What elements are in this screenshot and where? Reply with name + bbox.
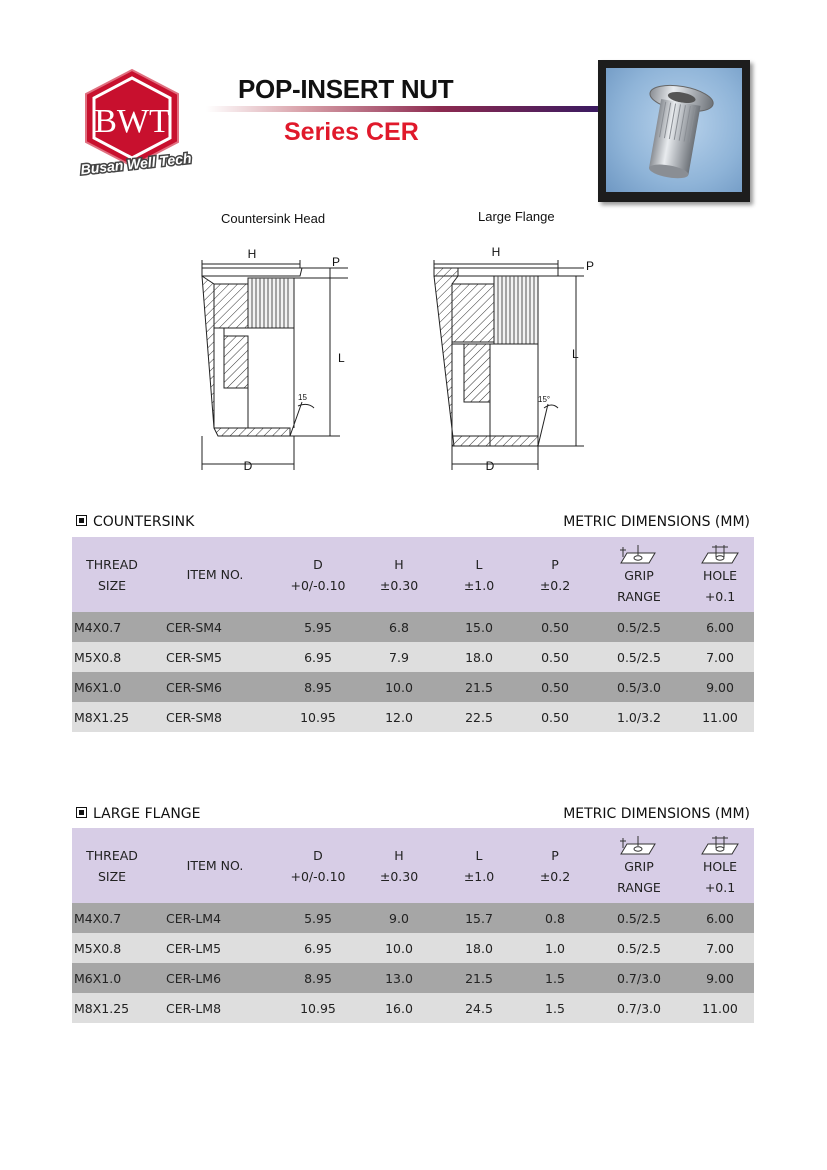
column-header: [518, 537, 592, 612]
table-cell: 18.0: [440, 933, 518, 963]
table-cell: 16.0: [358, 993, 440, 1023]
column-header-line: RANGE: [617, 588, 661, 604]
table-cell: 13.0: [358, 963, 440, 993]
column-header-line: D: [313, 556, 323, 572]
table-cell: 8.95: [278, 963, 358, 993]
column-header: [592, 828, 686, 903]
table-cell: 0.5/2.5: [592, 933, 686, 963]
column-header-line: THREAD: [86, 847, 138, 863]
column-header-line: ±1.0: [463, 868, 495, 884]
table-cell: 0.5/2.5: [592, 612, 686, 642]
cs-l-label: L: [338, 351, 345, 365]
countersink-heading-text: COUNTERSINK: [93, 514, 195, 530]
countersink-units: METRIC DIMENSIONS (MM): [563, 514, 750, 530]
table-cell: 6.95: [278, 642, 358, 672]
countersink-heading: [76, 514, 194, 530]
table-row: [72, 702, 754, 732]
large-flange-heading: [76, 806, 201, 822]
table-cell: M6X1.0: [72, 963, 152, 993]
table-cell: 11.00: [686, 702, 754, 732]
table-cell: 0.50: [518, 642, 592, 672]
column-header: [72, 537, 152, 612]
table-row: [72, 993, 754, 1023]
column-header-line: SIZE: [97, 577, 127, 593]
table-cell: 22.5: [440, 702, 518, 732]
large-flange-rows: [72, 903, 754, 1023]
table-cell: 1.5: [518, 963, 592, 993]
lf-p-label: P: [586, 259, 595, 273]
table-cell: 10.95: [278, 993, 358, 1023]
table-cell: 5.95: [278, 903, 358, 933]
table-cell: 15.7: [440, 903, 518, 933]
column-header: [72, 828, 152, 903]
table-cell: 0.5/3.0: [592, 672, 686, 702]
table-cell: 18.0: [440, 642, 518, 672]
large-flange-drawing: [434, 260, 584, 470]
column-header-line: ±0.30: [379, 868, 419, 884]
table-row: [72, 672, 754, 702]
column-header-line: +0/-0.10: [290, 868, 346, 884]
large-flange-heading-text: LARGE FLANGE: [93, 806, 201, 822]
lf-angle-label: 15°: [538, 395, 551, 404]
table-cell: CER-LM4: [152, 903, 278, 933]
table-cell: 1.0/3.2: [592, 702, 686, 732]
table-cell: 0.5/2.5: [592, 903, 686, 933]
table-cell: 0.50: [518, 612, 592, 642]
lf-l-label: L: [572, 347, 579, 361]
page-title: POP-INSERT NUT: [238, 74, 454, 104]
title-rule: [206, 106, 598, 112]
table-header-row: [72, 828, 754, 903]
cs-d-label: D: [243, 459, 253, 473]
table-cell: 7.00: [686, 642, 754, 672]
table-cell: 6.00: [686, 612, 754, 642]
countersink-rows: [72, 612, 754, 732]
column-header-line: ±0.2: [539, 868, 571, 884]
column-header: [278, 537, 358, 612]
table-cell: CER-SM4: [152, 612, 278, 642]
table-cell: M4X0.7: [72, 612, 152, 642]
column-header-line: ±1.0: [463, 577, 495, 593]
cs-angle-label: 15: [298, 393, 307, 402]
lf-h-label: H: [491, 245, 501, 259]
table-cell: 12.0: [358, 702, 440, 732]
column-header-line: ±0.2: [539, 577, 571, 593]
table-cell: 6.95: [278, 933, 358, 963]
table-cell: CER-SM6: [152, 672, 278, 702]
table-cell: 6.8: [358, 612, 440, 642]
table-cell: 9.0: [358, 903, 440, 933]
table-cell: 0.7/3.0: [592, 963, 686, 993]
table-cell: 15.0: [440, 612, 518, 642]
table-cell: 1.0: [518, 933, 592, 963]
column-header: [358, 537, 440, 612]
column-header-line: THREAD: [86, 556, 138, 572]
table-cell: 6.00: [686, 903, 754, 933]
column-header-line: D: [313, 847, 323, 863]
square-bullet-icon: [76, 807, 87, 818]
page-subtitle: Series CER: [284, 118, 419, 146]
column-header: [358, 828, 440, 903]
table-cell: 9.00: [686, 963, 754, 993]
large-flange-units: METRIC DIMENSIONS (MM): [563, 806, 750, 822]
column-header-line: RANGE: [617, 879, 661, 895]
column-header: [686, 537, 754, 612]
column-header: [152, 537, 278, 612]
column-header: [518, 828, 592, 903]
table-cell: 0.50: [518, 702, 592, 732]
column-header-line: ITEM NO.: [186, 858, 244, 873]
column-header-line: GRIP: [624, 567, 654, 583]
grip-range-icon: [592, 543, 686, 565]
table-cell: CER-LM5: [152, 933, 278, 963]
table-cell: M8X1.25: [72, 702, 152, 732]
grip-range-icon: [592, 834, 686, 856]
table-cell: 0.5/2.5: [592, 642, 686, 672]
table-cell: 5.95: [278, 612, 358, 642]
countersink-drawing: [202, 260, 348, 470]
logo-tagline: Busan Well Tech: [79, 149, 193, 178]
table-cell: M5X0.8: [72, 642, 152, 672]
hole-icon: [686, 543, 754, 565]
table-cell: 8.95: [278, 672, 358, 702]
table-cell: 10.0: [358, 672, 440, 702]
countersink-table: [72, 537, 754, 732]
column-header: [152, 828, 278, 903]
table-cell: 0.7/3.0: [592, 993, 686, 1023]
table-cell: 9.00: [686, 672, 754, 702]
table-cell: 24.5: [440, 993, 518, 1023]
table-cell: 1.5: [518, 993, 592, 1023]
table-row: [72, 612, 754, 642]
table-cell: 21.5: [440, 672, 518, 702]
table-row: [72, 933, 754, 963]
table-cell: 11.00: [686, 993, 754, 1023]
column-header-line: +0.1: [704, 588, 736, 604]
logo-text: BWT: [94, 103, 170, 140]
product-photo: [606, 68, 742, 192]
column-header-line: HOLE: [702, 858, 738, 874]
large-flange-table: [72, 828, 754, 1023]
cs-h-label: H: [247, 247, 257, 261]
column-header-line: ±0.30: [379, 577, 419, 593]
column-header-line: GRIP: [624, 858, 654, 874]
column-header-line: HOLE: [702, 567, 738, 583]
square-bullet-icon: [76, 515, 87, 526]
column-header-line: H: [394, 556, 404, 572]
cross-section-drawings: [190, 238, 610, 478]
countersink-caption: Countersink Head: [221, 211, 326, 226]
large-flange-caption: Large Flange: [478, 209, 555, 224]
table-row: [72, 903, 754, 933]
hole-icon: [686, 834, 754, 856]
column-header-line: L: [475, 847, 483, 863]
column-header: [440, 537, 518, 612]
table-cell: CER-SM8: [152, 702, 278, 732]
table-cell: CER-LM8: [152, 993, 278, 1023]
table-cell: M8X1.25: [72, 993, 152, 1023]
table-cell: 7.00: [686, 933, 754, 963]
column-header: [440, 828, 518, 903]
column-header-line: H: [394, 847, 404, 863]
column-header-line: P: [551, 847, 559, 863]
table-cell: 0.8: [518, 903, 592, 933]
cs-p-label: P: [332, 255, 341, 269]
table-row: [72, 642, 754, 672]
column-header-line: P: [551, 556, 559, 572]
column-header-line: ITEM NO.: [186, 567, 244, 582]
column-header-line: SIZE: [97, 868, 127, 884]
table-cell: M4X0.7: [72, 903, 152, 933]
column-header-line: +0.1: [704, 879, 736, 895]
table-cell: M6X1.0: [72, 672, 152, 702]
lf-d-label: D: [485, 459, 495, 473]
table-row: [72, 963, 754, 993]
column-header-line: L: [475, 556, 483, 572]
table-cell: 21.5: [440, 963, 518, 993]
table-header-row: [72, 537, 754, 612]
column-header: [686, 828, 754, 903]
table-cell: 10.95: [278, 702, 358, 732]
table-cell: 0.50: [518, 672, 592, 702]
table-cell: CER-LM6: [152, 963, 278, 993]
column-header: [278, 828, 358, 903]
column-header: [592, 537, 686, 612]
column-header-line: +0/-0.10: [290, 577, 346, 593]
table-cell: 7.9: [358, 642, 440, 672]
table-cell: M5X0.8: [72, 933, 152, 963]
bwt-logo: [66, 68, 206, 180]
table-cell: CER-SM5: [152, 642, 278, 672]
table-cell: 10.0: [358, 933, 440, 963]
